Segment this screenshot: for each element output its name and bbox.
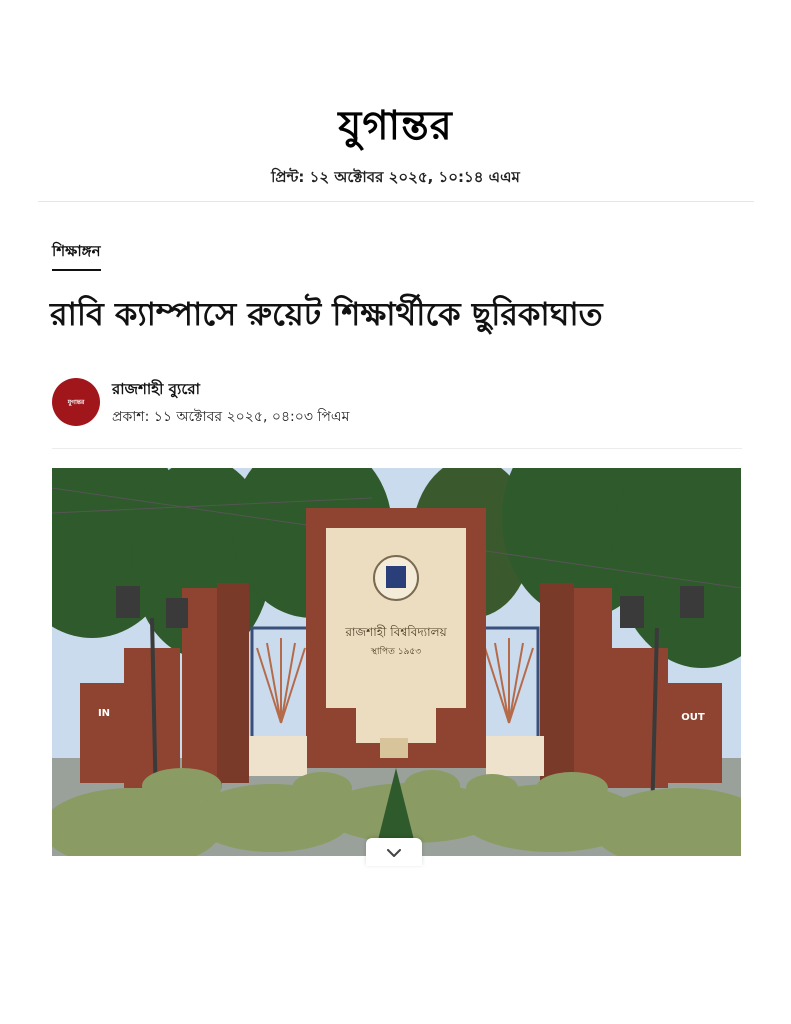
author-avatar [52, 378, 100, 426]
masthead [0, 100, 791, 152]
sign-out: OUT [681, 712, 705, 723]
author-name[interactable]: রাজশাহী ব্যুরো [112, 380, 200, 398]
byline-divider [52, 448, 742, 449]
article-photo [52, 468, 741, 856]
published-date: প্রকাশ: ১১ অক্টোবর ২০২৫, ০৪:০৩ পিএম [112, 409, 350, 425]
avatar-text: যুগান্তর [67, 398, 85, 406]
expand-button[interactable] [366, 838, 422, 866]
monument-title: রাজশাহী বিশ্ববিদ্যালয় [345, 625, 447, 639]
header-divider [38, 201, 754, 202]
sign-in: IN [97, 708, 111, 719]
monument-subtitle: স্থাপিত ১৯৫৩ [370, 647, 422, 657]
article-headline: রাবি ক্যাম্পাসে রুয়েট শিক্ষার্থীকে ছুরিকাঘাত [50, 295, 603, 333]
print-date: প্রিন্ট: ১২ অক্টোবর ২০২৫, ১০:১৪ এএম [271, 168, 520, 186]
site-logo[interactable]: যুগান্তর [338, 102, 453, 149]
category-link[interactable]: শিক্ষাঙ্গন [52, 240, 101, 271]
chevron-down-icon [387, 843, 401, 862]
